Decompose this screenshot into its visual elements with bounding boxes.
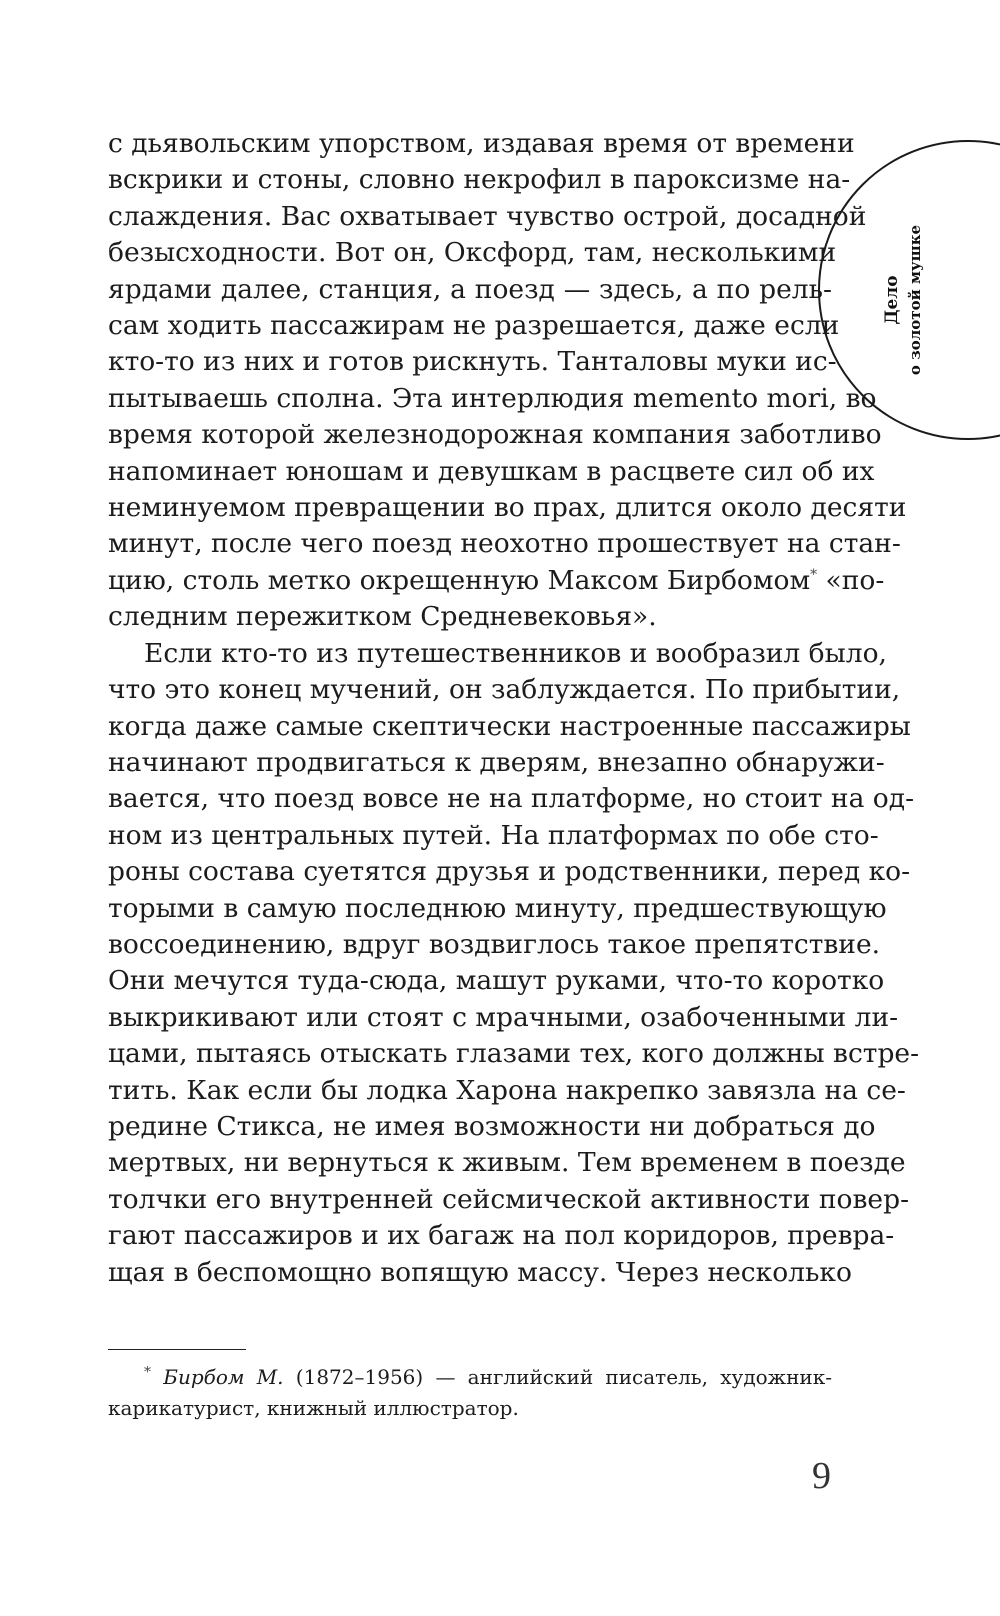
text-line: неминуемом превращении во прах, длится около десяти	[108, 492, 907, 524]
text-line: с дьявольским упорством, издавая время от времени	[108, 128, 855, 159]
text-line: щая в беспомощно вопящую массу. Через несколько	[108, 1256, 852, 1288]
text-line: Если кто-то из путешественников и вообразил было,	[144, 637, 887, 669]
chapter-tab-subtitle: о золотой мушке	[906, 224, 924, 376]
text-line: гают пассажиров и их багаж на пол коридоров, превра-	[108, 1220, 895, 1252]
footnote	[108, 1362, 832, 1424]
text-line: вскрики и стоны, словно некрофил в пароксизме на-	[108, 164, 851, 196]
footnote-marker: *	[144, 1364, 151, 1381]
text-line: кто-то из них и готов рискнуть. Танталовы муки ис-	[108, 346, 837, 378]
footnote-text: (1872–1956) — английский писатель, художник-	[283, 1365, 832, 1389]
paragraph-2	[108, 636, 920, 1291]
text-line: выкрикивают или стоят с мрачными, озабоченными ли-	[108, 1001, 899, 1033]
text-line: роны состава суетятся друзья и родственники, перед ко-	[108, 856, 911, 888]
text-line: начинают продвигаться к дверям, внезапно обнаружи-	[108, 746, 885, 778]
text-line: тить. Как если бы лодка Харона накрепко завязла на се-	[108, 1074, 906, 1106]
footnote-name: Бирбом М.	[163, 1365, 284, 1389]
text-line: безысходности. Вот он, Оксфорд, там, несколькими	[108, 237, 837, 269]
text-segment: цию, столь метко окрещенную Максом Бирбомом	[108, 564, 811, 596]
text-line: когда даже самые скептически настроенные пассажиры	[108, 710, 911, 742]
text-line: сам ходить пассажирам не разрешается, даже если	[108, 310, 840, 342]
text-line: толчки его внутренней сейсмической активности повер-	[108, 1183, 910, 1215]
text-line: напоминает юношам и девушкам в расцвете сил об их	[108, 455, 875, 487]
text-line-with-footnote-ref	[108, 563, 885, 599]
text-line: цами, пытаясь отыскать глазами тех, кого должны встре-	[108, 1038, 920, 1070]
footnote-line	[108, 1362, 832, 1393]
page-number: 9	[812, 1455, 831, 1497]
text-line: Они мечутся туда-сюда, машут руками, что-то коротко	[108, 965, 885, 997]
text-line: торыми в самую последнюю минуту, предшествующую	[108, 892, 887, 924]
text-line: вается, что поезд вовсе не на платформе, но стоит на од-	[108, 783, 915, 815]
chapter-tab-title: Дело	[882, 275, 902, 325]
text-line: редине Стикса, не имея возможности ни добраться до	[108, 1110, 876, 1142]
text-line: время которой железнодорожная компания заботливо	[108, 419, 882, 451]
text-line: следним пережитком Средневековья».	[108, 601, 657, 633]
footnote-reference[interactable]: *	[810, 567, 818, 584]
text-line: минут, после чего поезд неохотно прошествует на стан-	[108, 528, 901, 560]
text-line: мертвых, ни вернуться к живым. Тем временем в поезде	[108, 1147, 906, 1179]
text-line: что это конец мучений, он заблуждается. По прибытии,	[108, 674, 901, 706]
footnote-line: карикатурист, книжный иллюстратор.	[108, 1396, 519, 1420]
text-line: пытываешь сполна. Эта интерлюдия memento mori, во	[108, 382, 877, 414]
footnote-divider	[108, 1349, 246, 1350]
text-line: слаждения. Вас охватывает чувство острой, досадной	[108, 200, 867, 232]
text-line: ярдами далее, станция, а поезд — здесь, а по рель-	[108, 273, 832, 305]
text-line: воссоединению, вдруг воздвиглось такое препятствие.	[108, 928, 881, 960]
chapter-tab-label	[874, 210, 934, 390]
text-segment: «по-	[817, 564, 885, 596]
text-line: ном из центральных путей. На платформах по обе сто-	[108, 819, 879, 851]
